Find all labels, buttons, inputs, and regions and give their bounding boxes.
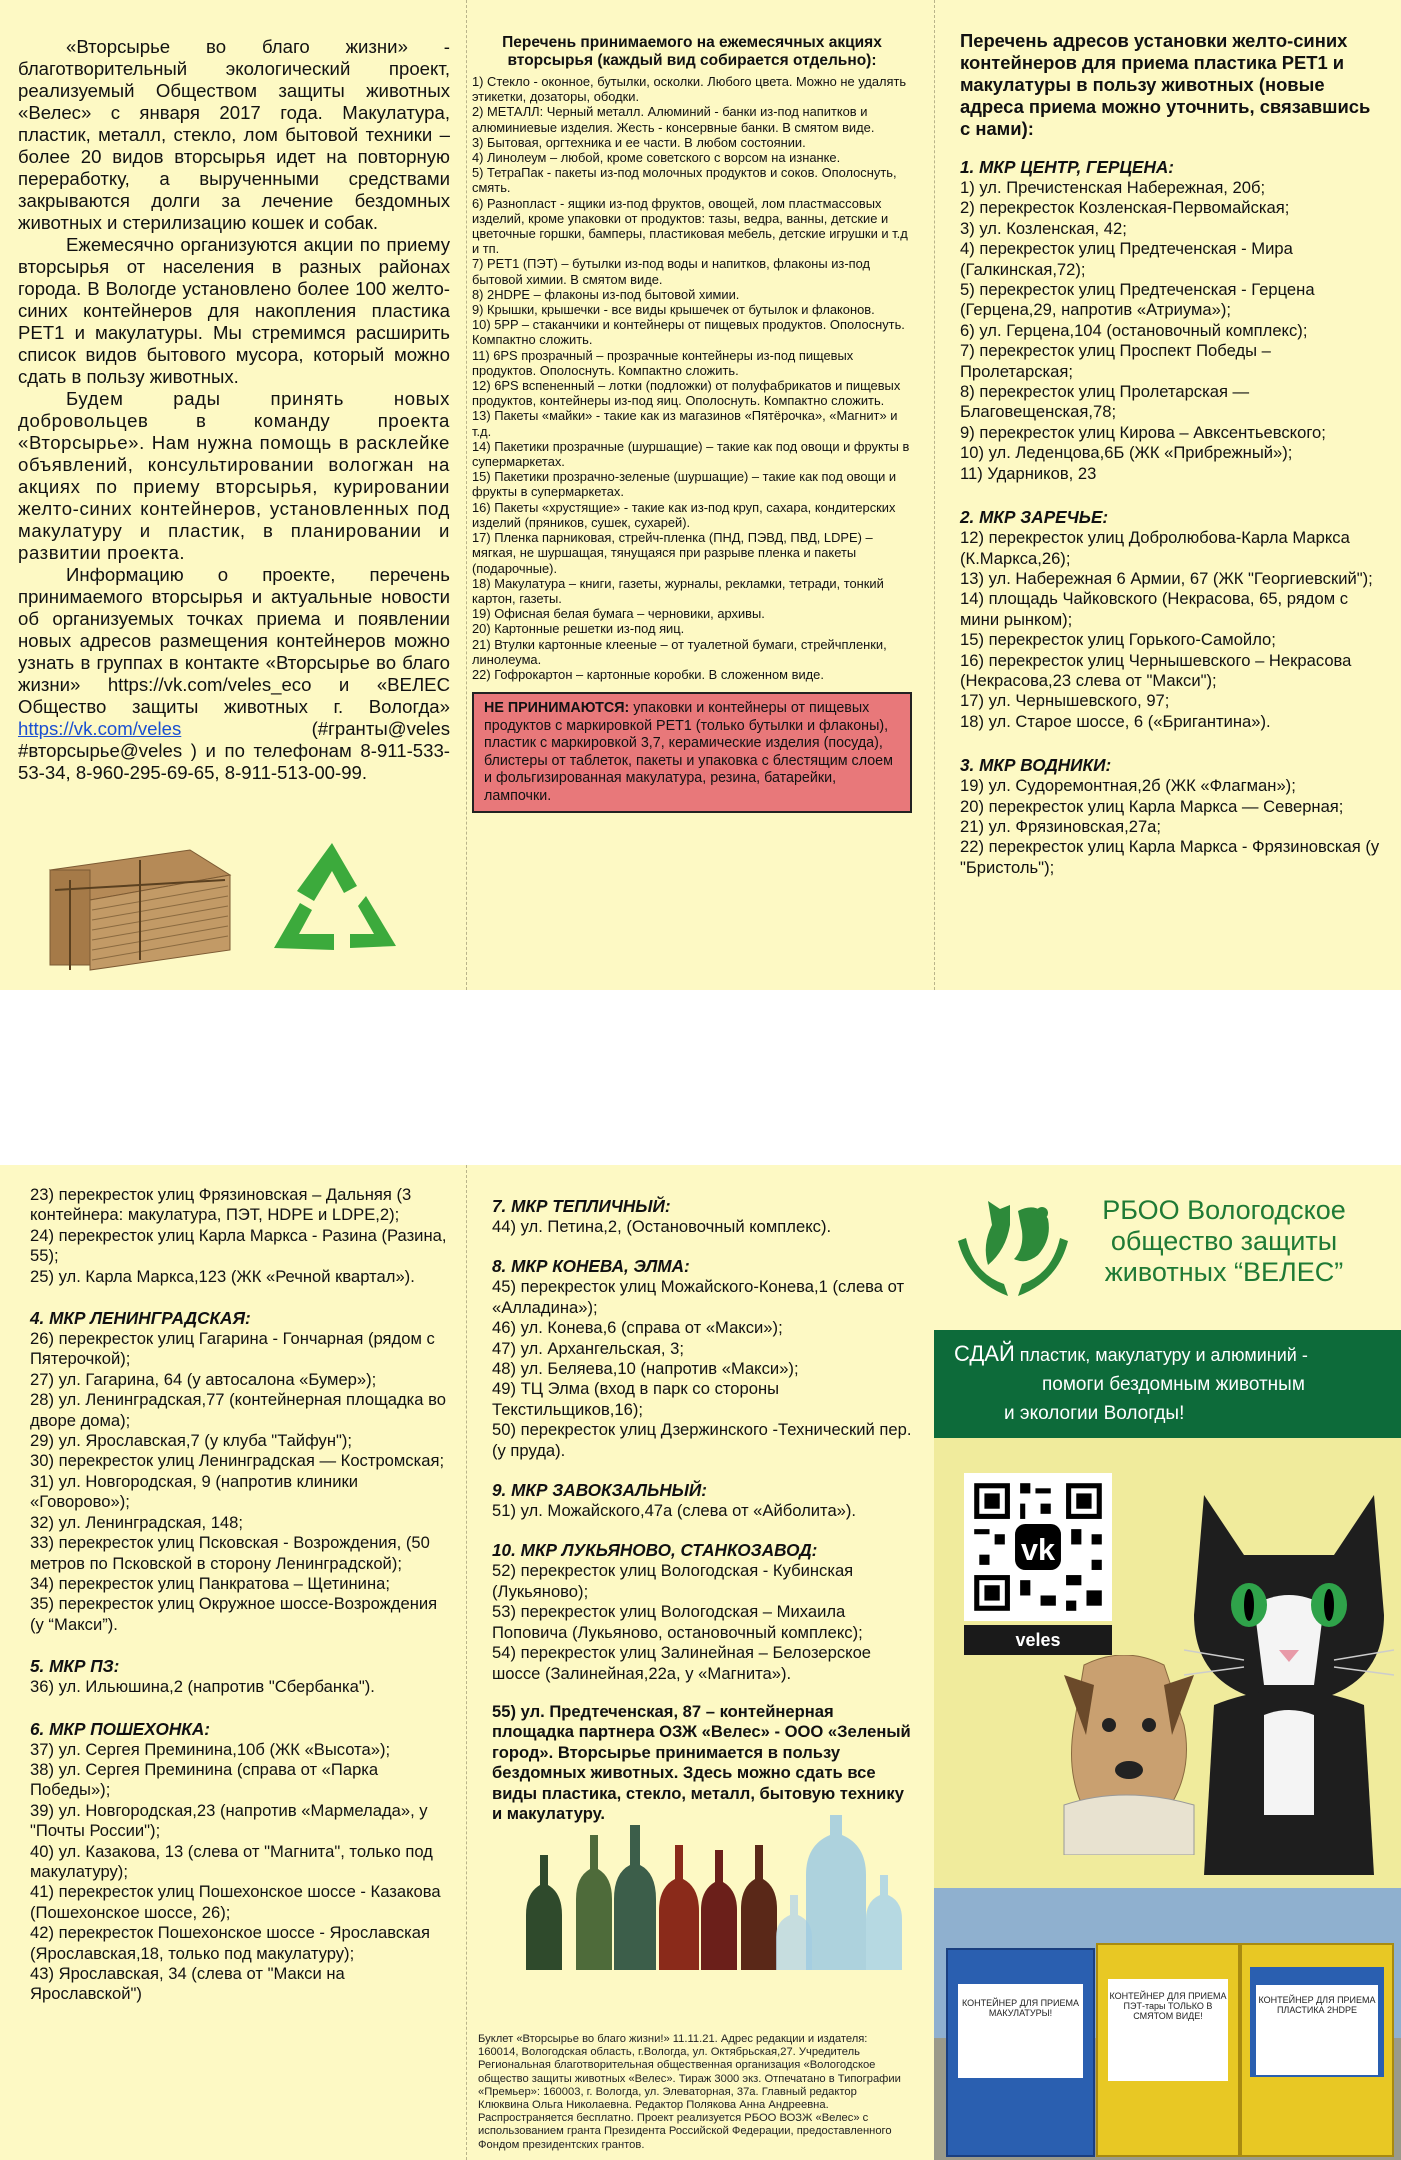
container-sign: КОНТЕЙНЕР ДЛЯ ПРИЕМА МАКУЛАТУРЫ! bbox=[958, 1984, 1083, 2078]
address-item: 15) перекресток улиц Горького-Самойло; bbox=[960, 630, 1276, 650]
address-item: 20) перекресток улиц Карла Маркса — Северная; bbox=[960, 796, 1344, 816]
district-section bbox=[30, 1185, 450, 1287]
partner-section bbox=[492, 1702, 912, 1824]
address-item: 21) ул. Фрязиновская,27а; bbox=[960, 816, 1162, 836]
list-item: 5) ТетраПак - пакеты из-под молочных продуктов и соков. Ополоснуть, смять. bbox=[472, 165, 897, 196]
containers-photo bbox=[934, 1888, 1401, 2160]
address-item: 30) перекресток улиц Ленинградская — Костромская; bbox=[30, 1451, 445, 1471]
vk-link[interactable]: https://vk.com/veles bbox=[18, 718, 182, 739]
district-section bbox=[960, 506, 1380, 732]
not-accepted-text: упаковки и контейнеры от пищевых продуктов с маркировкой PET1 (только бутылки и флаконы), пластик с маркировкой 3,7, керамические изделия (посуда), блистеры от таблеток, пакеты и упаковка с блестящим слоем и фольгизированная макулатура, резина, батарейки, лампочки. bbox=[484, 700, 893, 804]
address-item: 14) площадь Чайковского (Некрасова, 65, рядом с мини рынком); bbox=[960, 589, 1349, 629]
address-item: 9) перекресток улиц Кирова – Авксентьевского; bbox=[960, 422, 1326, 442]
address-item: 18) ул. Старое шоссе, 6 («Бригантина»). bbox=[960, 711, 1271, 731]
svg-text:vk: vk bbox=[1020, 1532, 1056, 1567]
address-item: 41) перекресток улиц Пошехонское шоссе - Казакова (Пошехонское шоссе, 26); bbox=[30, 1882, 441, 1922]
address-item: 39) ул. Новгородская,23 (напротив «Мармелада», у "Почты России"); bbox=[30, 1800, 428, 1841]
list-item: 22) Гофрокартон – картонные коробки. В сложенном виде. bbox=[472, 666, 824, 682]
slogan-line: и экологии Вологды! bbox=[1004, 1403, 1185, 1424]
list-item: 19) Офисная белая бумага – черновики, архивы. bbox=[472, 606, 765, 622]
district-title: 7. МКР ТЕПЛИЧНЫЙ: bbox=[492, 1196, 671, 1216]
address-item: 23) перекресток улиц Фрязиновская – Дальняя (3 контейнера: макулатура, ПЭТ, HDPE и LDPE,2); bbox=[30, 1185, 412, 1225]
org-name-line: РБОО Вологодское bbox=[1102, 1195, 1346, 1225]
district-section bbox=[492, 1255, 912, 1461]
container-yellow bbox=[1096, 1943, 1240, 2157]
intro-paragraph: Ежемесячно организуются акции по приему вторсырья от населения в разных районах города. В Вологде установлено более 100 желто-синих контейнеров для накопления пластика PET1 и макулатуры. Мы стремимся расширить список видов бытового мусора, который можно сдать в пользу животных. bbox=[18, 234, 450, 387]
org-name-line: общество защиты bbox=[1110, 1226, 1338, 1256]
list-item: 13) Пакеты «майки» - такие как из магазинов «Пятёрочка», «Магнит» и т.д. bbox=[472, 408, 898, 439]
address-item: 45) перекресток улиц Можайского-Конева,1 (слева от «Алладина»); bbox=[492, 1277, 905, 1317]
address-item: 27) ул. Гагарина, 64 (у автосалона «Бумер»); bbox=[30, 1369, 377, 1389]
district-section bbox=[30, 1655, 450, 1697]
list-item: 6) Разнопласт - ящики из-под фруктов, овощей, лом пластмассовых изделий, кроме упаковки от продуктов: тазы, ведра, ванны, детские и цветочные горшки, бамперы, пластиковая мебель, детские игрушки и т.д и тп. bbox=[472, 195, 908, 257]
accepted-list bbox=[472, 74, 912, 682]
district-title: 6. МКР ПОШЕХОНКА: bbox=[30, 1718, 210, 1739]
list-item: 1) Стекло - оконное, бутылки, осколки. Любого цвета. Можно не удалять этикетки, дозаторы, ободки. bbox=[472, 74, 907, 105]
address-item: 22) перекресток улиц Карла Маркса - Фрязиновская (у "Бристоль"); bbox=[960, 837, 1380, 877]
list-item: 10) 5PP – стаканчики и контейнеры от пищевых продуктов. Ополоснуть. Компактно сложить. bbox=[472, 317, 905, 348]
address-item: 7) перекресток улиц Проспект Победы – Пролетарская; bbox=[960, 341, 1271, 381]
intro-paragraph bbox=[18, 564, 450, 784]
slogan-line: помоги бездомным животным bbox=[1042, 1374, 1305, 1395]
address-item: 42) перекресток Пошехонское шоссе - Ярославская (Ярославская,18, только под макулатуру); bbox=[30, 1923, 430, 1963]
list-item: 2) МЕТАЛЛ: Черный металл. Алюминий - банки из-под напитков и алюминиевые изделия. Жесть - консервные банки. В смятом виде. bbox=[472, 104, 875, 135]
district-section bbox=[492, 1479, 912, 1521]
org-name-line: животных “ВЕЛЕС” bbox=[1104, 1257, 1344, 1287]
district-section bbox=[492, 1539, 912, 1683]
address-item: 13) ул. Набережная 6 Армии, 67 (ЖК "Георгиевский"); bbox=[960, 568, 1373, 588]
district-title: 5. МКР ПЗ: bbox=[30, 1656, 120, 1677]
qr-label: veles bbox=[964, 1625, 1112, 1655]
list-item: 7) PET1 (ПЭТ) – бутылки из-под воды и напитков, флаконы из-под бытовой химии. В смятом виде. bbox=[472, 256, 871, 287]
cat-illustration bbox=[1184, 1485, 1394, 1875]
address-item: 52) перекресток улиц Вологодская - Кубинская (Лукьяново); bbox=[492, 1561, 854, 1601]
address-item: 43) Ярославская, 34 (слева от "Макси на Ярославской") bbox=[30, 1964, 345, 2004]
container-yellow bbox=[1240, 1943, 1394, 2157]
list-item: 3) Бытовая, оргтехника и ее части. В любом состоянии. bbox=[472, 134, 806, 150]
accepted-title: Перечень принимаемого на ежемесячных акциях вторсырья (каждый вид собирается отдельно): bbox=[502, 34, 882, 69]
address-item: 17) ул. Чернышевского, 97; bbox=[960, 691, 1170, 711]
partner-note: 55) ул. Предтеченская, 87 – контейнерная площадка партнера ОЗЖ «Велес» - ООО «Зеленый город». Вторсырье принимается в пользу бездомных животных. Здесь можно сдать все виды пластика, стекло, металл, бытовую технику и макулатуру. bbox=[492, 1701, 911, 1823]
not-accepted-box bbox=[472, 692, 912, 813]
address-item: 33) перекресток улиц Псковская - Возрождения, (50 метров по Псковской в сторону Ленинградской); bbox=[30, 1533, 430, 1573]
address-item: 34) перекресток улиц Панкратова – Щетинина; bbox=[30, 1573, 390, 1593]
intro-text: Информацию о проекте, перечень принимаемого вторсырья и актуальные новости об организуемых точках приема и появлении новых адресов размещения контейнеров можно узнать в группах в контакте «Вторсырье во благо жизни» https://vk.com/veles_eco и «ВЕЛЕС Общество защиты животных г. Вологда» bbox=[18, 564, 450, 717]
address-item: 46) ул. Конева,6 (справа от «Макси»); bbox=[492, 1318, 783, 1338]
qr-code[interactable] bbox=[964, 1473, 1112, 1621]
address-item: 4) перекресток улиц Предтеченская - Мира (Галкинская,72); bbox=[960, 239, 1293, 279]
addresses-column-1 bbox=[960, 30, 1380, 890]
credits-text: Буклет «Вторсырье во благо жизни!» 11.11.21. Адрес редакции и издателя: 160014, Вологодская область, г.Вологда, ул. Октябрьская,27. Учредитель Региональная благотворительная общественная организация «Вологодское общество защиты животных «Велес». Тираж 3000 экз. Отпечатано в Типографии «Премьер»: 160003, г. Вологда, ул. Элеваторная, 37а. Главный редактор Клюквина Ольга Николаевна. Редактор Полякова Анна Андреевна. Распространяется бесплатно. Проект реализуется РБОО ВОЗЖ «Велес» с использованием гранта Президента Российской Федерации, предоставленного Фондом президентских грантов. bbox=[478, 2033, 901, 2151]
list-item: 4) Линолеум – любой, кроме советского с ворсом на изнанке. bbox=[472, 150, 841, 166]
address-item: 47) ул. Архангельская, 3; bbox=[492, 1338, 684, 1358]
slogan-word: СДАЙ bbox=[954, 1341, 1015, 1366]
addresses-title: Перечень адресов установки желто-синих контейнеров для приема пластика PET1 и макулатуры в пользу животных (новые адреса приема можно уточнить, связавшись с нами): bbox=[960, 30, 1371, 139]
bottles-image bbox=[510, 1815, 920, 1975]
list-item: 8) 2HDPE – флаконы из-под бытовой химии. bbox=[472, 286, 740, 302]
address-item: 31) ул. Новгородская, 9 (напротив клиники «Говорово»); bbox=[30, 1471, 358, 1512]
district-section bbox=[960, 156, 1380, 484]
district-title: 10. МКР ЛУКЬЯНОВО, СТАНКОЗАВОД: bbox=[492, 1540, 818, 1561]
not-accepted-label: НЕ ПРИНИМАЮТСЯ: bbox=[484, 700, 630, 717]
address-item: 32) ул. Ленинградская, 148; bbox=[30, 1512, 243, 1532]
hands-animals-logo-icon bbox=[948, 1181, 1078, 1301]
dog-illustration bbox=[1054, 1655, 1204, 1855]
list-item: 12) 6PS вспененный – лотки (подложки) от полуфабрикатов и пищевых продуктов, контейнеры из-под яиц. Ополоснуть. Компактно сложить. bbox=[472, 378, 901, 409]
list-item: 14) Пакетики прозрачные (шуршащие) – такие как под овощи и фрукты в супермаркетах. bbox=[472, 438, 910, 470]
address-item: 16) перекресток улиц Чернышевского – Некрасова (Некрасова,23 слева от "Макси"); bbox=[960, 650, 1352, 690]
address-item: 40) ул. Казакова, 13 (слева от "Магнита", только под макулатуру); bbox=[30, 1841, 433, 1881]
list-item: 9) Крышки, крышечки - все виды крышечек от бутылок и флаконов. bbox=[472, 302, 875, 318]
recycle-icon bbox=[262, 838, 402, 968]
district-title: 1. МКР ЦЕНТР, ГЕРЦЕНА: bbox=[960, 157, 1175, 177]
address-item: 36) ул. Ильюшина,2 (напротив "Сбербанка"). bbox=[30, 1677, 375, 1697]
intro-paragraph: Будем рады принять новых добровольцев в команду проекта «Вторсырье». Нам нужна помощь в расклейке объявлений, консультировании вологжан на акциях по приему вторсырья, курировании желто-синих контейнеров, установленных под макулатуру и пластик, в планировании и развитии проекта. bbox=[18, 388, 450, 563]
intro-paragraph: «Вторсырье во благо жизни» - благотворительный экологический проект, реализуемый Обществом защиты животных «Велес» с января 2017 года. Макулатура, пластик, металл, стекло, лом бытовой техники – более 20 видов вторсырья идет на повторную переработку, а вырученными средствами закрываются долги за лечение бездомных животных и стерилизацию кошек и собак. bbox=[18, 36, 450, 233]
address-item: 51) ул. Можайского,47а (слева от «Айболита»). bbox=[492, 1501, 857, 1521]
address-item: 49) ТЦ Элма (вход в парк со стороны Текстильщиков,16); bbox=[492, 1379, 780, 1419]
address-item: 24) перекресток улиц Карла Маркса - Разина (Разина, 55); bbox=[30, 1225, 447, 1266]
address-item: 48) ул. Беляева,10 (напротив «Макси»); bbox=[492, 1359, 799, 1379]
address-item: 12) перекресток улиц Добролюбова-Карла Маркса (К.Маркса,26); bbox=[960, 528, 1350, 568]
address-item: 37) ул. Сергея Преминина,10б (ЖК «Высота»); bbox=[30, 1739, 391, 1759]
district-title: 4. МКР ЛЕНИНГРАДСКАЯ: bbox=[30, 1308, 251, 1329]
address-item: 26) перекресток улиц Гагарина - Гончарная (рядом с Пятерочкой); bbox=[30, 1329, 435, 1369]
list-item: 15) Пакетики прозрачно-зеленые (шуршащие) – такие как под овощи и фрукты в супермаркетах. bbox=[472, 469, 897, 500]
cardboard-stack-image bbox=[30, 830, 240, 980]
address-item: 28) ул. Ленинградская,77 (контейнерная площадка во дворе дома); bbox=[30, 1390, 447, 1430]
address-item: 38) ул. Сергея Преминина (справа от «Парка Победы»); bbox=[30, 1759, 379, 1800]
address-item: 8) перекресток улиц Пролетарская — Благовещенская,78; bbox=[960, 382, 1250, 422]
list-item: 21) Втулки картонные клееные – от туалетной бумаги, стрейчпленки, линолеума. bbox=[472, 636, 887, 667]
list-item: 11) 6PS прозрачный – прозрачные контейнеры из-под пищевых продуктов. Ополоснуть. Компактно сложить. bbox=[472, 347, 854, 378]
address-item: 44) ул. Петина,2, (Остановочный комплекс). bbox=[492, 1217, 832, 1236]
org-name bbox=[1074, 1195, 1374, 1288]
address-item: 19) ул. Судоремонтная,2б (ЖК «Флагман»); bbox=[960, 776, 1296, 796]
district-section bbox=[492, 1195, 912, 1237]
address-item: 29) ул. Ярославская,7 (у клуба "Тайфун"); bbox=[30, 1431, 353, 1451]
address-item: 53) перекресток улиц Вологодская – Михаила Поповича (Лукьяново, остановочный комплекс); bbox=[492, 1602, 863, 1642]
addresses-column-2 bbox=[30, 1185, 450, 2017]
address-item: 35) перекресток улиц Окружное шоссе-Возрождения (у “Макси”). bbox=[30, 1594, 438, 1634]
district-title: 3. МКР ВОДНИКИ: bbox=[960, 755, 1112, 776]
district-section bbox=[30, 1718, 450, 2005]
spread-inner bbox=[0, 1165, 1401, 2160]
district-section bbox=[960, 754, 1380, 878]
list-item: 20) Картонные решетки из-под яиц. bbox=[472, 621, 685, 637]
list-item: 17) Пленка парниковая, стрейч-пленка (ПНД, ПЭВД, ПВД, LDPE) – мягкая, не шуршащая, тянущаяся при разрыве пленка и пакеты (подарочные). bbox=[472, 530, 873, 576]
container-sign: КОНТЕЙНЕР ДЛЯ ПРИЕМА ПЛАСТИКА 2HDPE bbox=[1256, 1985, 1378, 2075]
address-item: 1) ул. Пречистенская Набережная, 20б; bbox=[960, 178, 1266, 197]
address-item: 50) перекресток улиц Дзержинского -Технический пер. (у пруда). bbox=[492, 1420, 912, 1460]
slogan bbox=[954, 1340, 1308, 1429]
address-item: 3) ул. Козленская, 42; bbox=[960, 218, 1127, 238]
address-item: 11) Ударников, 23 bbox=[960, 463, 1097, 483]
spread-outer bbox=[0, 0, 1401, 990]
slogan-band bbox=[934, 1330, 1401, 1438]
district-section bbox=[30, 1307, 450, 1635]
accepted-list-column bbox=[472, 34, 912, 813]
address-item: 54) перекресток улиц Залинейная – Белозерское шоссе (Залинейная,22а, у «Магнита»). bbox=[492, 1643, 872, 1683]
fold-line bbox=[466, 0, 468, 990]
container-sign: КОНТЕЙНЕР ДЛЯ ПРИЕМА ПЭТ-тары ТОЛЬКО В СМЯТОМ ВИДЕ! bbox=[1108, 1979, 1228, 2081]
fold-line bbox=[466, 1165, 468, 2160]
address-item: 10) ул. Леденцова,6Б (ЖК «Прибрежный»); bbox=[960, 443, 1293, 463]
fold-line bbox=[934, 0, 936, 990]
cover-panel bbox=[934, 1165, 1401, 2160]
list-item: 16) Пакеты «хрустящие» - такие как из-под круп, сахара, кондитерских изделий (пряников, сушек, сухарей). bbox=[472, 499, 896, 530]
container-blue bbox=[946, 1948, 1095, 2157]
slogan-line: пластик, макулатуру и алюминий - bbox=[1014, 1345, 1308, 1365]
intro-text: (#гранты@veles #вторсырье@veles ) и по телефонам 8-911-533-53-34, 8-960-295-69-65, 8-911-513-00-99. bbox=[18, 718, 450, 783]
intro-column bbox=[18, 36, 450, 784]
qr-code-icon bbox=[964, 1473, 1112, 1621]
addresses-column-3 bbox=[492, 1195, 912, 1836]
list-item: 18) Макулатура – книги, газеты, журналы, рекламки, тетради, тонкий картон, газеты. bbox=[472, 575, 884, 606]
address-item: 25) ул. Карла Маркса,123 (ЖК «Речной квартал»). bbox=[30, 1266, 415, 1286]
address-item: 2) перекресток Козленская-Первомайская; bbox=[960, 198, 1290, 218]
district-title: 8. МКР КОНЕВА, ЭЛМА: bbox=[492, 1256, 690, 1277]
address-item: 5) перекресток улиц Предтеченская - Герцена (Герцена,29, напротив «Атриума»); bbox=[960, 280, 1315, 320]
address-item: 6) ул. Герцена,104 (остановочный комплекс); bbox=[960, 320, 1308, 340]
district-title: 9. МКР ЗАВОКЗАЛЬНЫЙ: bbox=[492, 1480, 707, 1501]
district-title: 2. МКР ЗАРЕЧЬЕ: bbox=[960, 507, 1109, 528]
